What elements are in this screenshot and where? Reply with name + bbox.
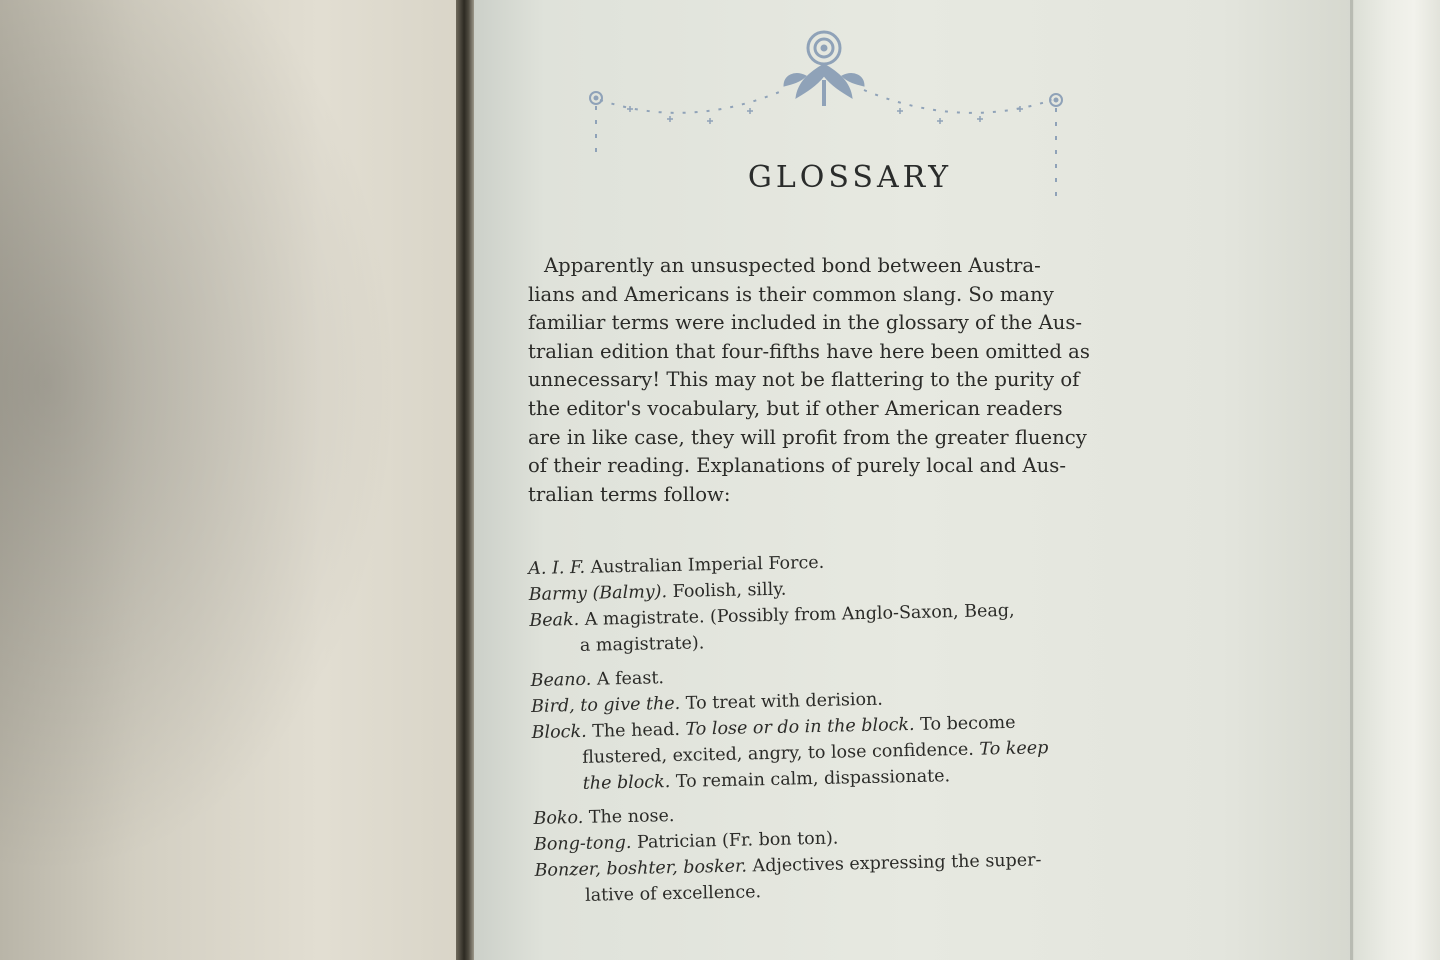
book-gutter <box>456 0 474 960</box>
entry-term: Beak. <box>529 609 580 631</box>
entry-definition: To treat with derision. <box>685 689 884 714</box>
glossary-entry <box>529 596 1120 660</box>
entry-term: Bonzer, boshter, bosker. <box>534 856 748 881</box>
page-title: GLOSSARY <box>747 160 953 195</box>
entry-term: Beano. <box>530 669 592 691</box>
intro-line: of their reading. Explanations of purely local and Aus- <box>528 454 1066 478</box>
entry-subdefinition: To remain calm, dispassionate. <box>675 766 951 792</box>
intro-line: unnecessary! This may not be flattering to the purity of <box>528 368 1080 392</box>
entry-subterm: To lose or do in the block. <box>685 714 915 740</box>
entry-term: Block. <box>531 721 587 743</box>
entry-subterm: the block. <box>582 772 671 794</box>
entry-term: Barmy (Balmy). <box>528 582 668 605</box>
entry-term: Bird, to give the. <box>530 693 681 717</box>
page-edge <box>1354 0 1440 960</box>
entry-definition: The nose. <box>588 805 675 828</box>
entry-continuation: flustered, excited, angry, to lose confidence. <box>582 739 975 768</box>
entry-definition: A magistrate. (Possibly from Anglo-Saxon, Beag, <box>584 600 1015 630</box>
left-page-shadow <box>0 0 458 960</box>
entry-term: Bong-tong. <box>533 832 632 855</box>
entry-subdefinition: To become <box>919 712 1016 735</box>
intro-line: tralian edition that four-fifths have here been omitted as <box>528 339 1090 363</box>
glossary-entries <box>528 544 1125 910</box>
intro-line: lians and Americans is their common slang. So many <box>528 282 1054 306</box>
page-edge-line <box>1350 0 1353 960</box>
entry-subterm: To keep <box>979 738 1049 760</box>
entry-term: Boko. <box>533 807 584 829</box>
entry-continuation: a magistrate). <box>579 633 705 656</box>
entry-definition: Adjectives expressing the super- <box>752 850 1042 877</box>
glossary-entry <box>531 708 1123 798</box>
intro-line: tralian terms follow: <box>528 482 731 506</box>
intro-line: Apparently an unsuspected bond between Austra- <box>544 254 1041 277</box>
intro-line: familiar terms were included in the glossary of the Aus- <box>528 311 1083 335</box>
entry-continuation: lative of excellence. <box>584 882 762 906</box>
entry-definition: The head. <box>592 719 681 742</box>
entry-definition: Foolish, silly. <box>672 579 787 602</box>
intro-line: the editor's vocabulary, but if other American readers <box>528 396 1063 420</box>
intro-line: are in like case, they will profit from the greater fluency <box>528 425 1087 449</box>
entry-definition: Patrician (Fr. bon ton). <box>636 828 839 853</box>
intro-paragraph <box>528 252 1118 509</box>
entry-term: A. I. F. <box>528 557 586 579</box>
entry-definition: Australian Imperial Force. <box>590 552 825 578</box>
entry-definition: A feast. <box>596 668 665 690</box>
